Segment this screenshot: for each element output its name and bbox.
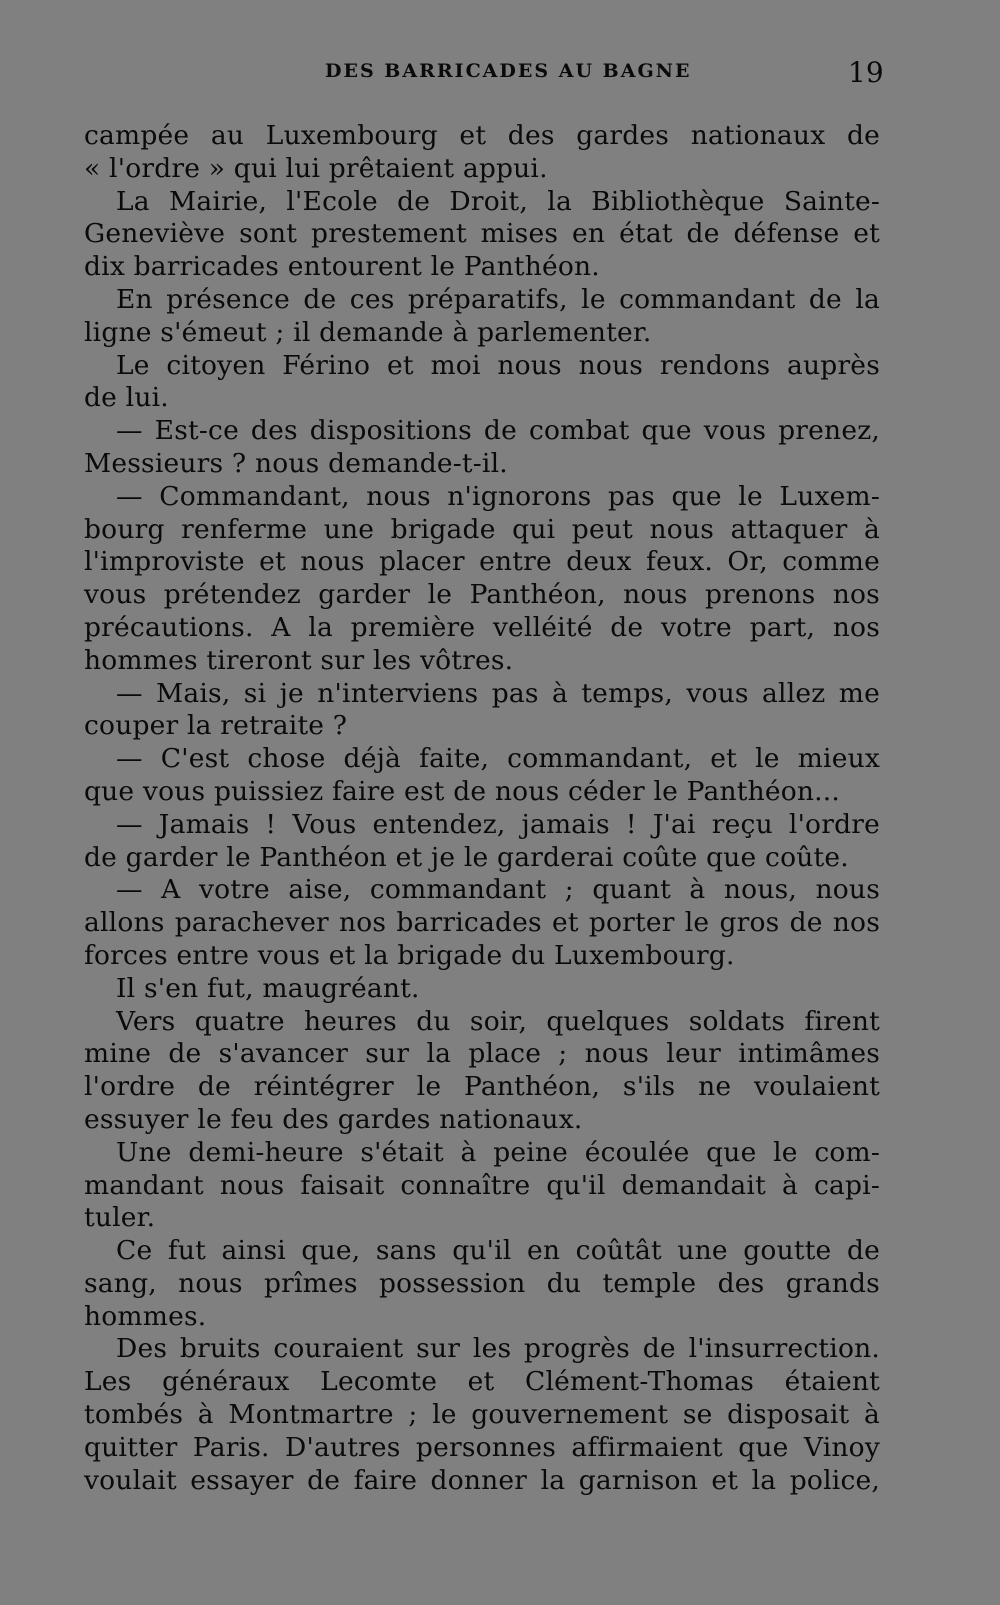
text-line: hommes. — [84, 1300, 207, 1332]
text-line: dix barricades entourent le Panthéon. — [84, 251, 600, 283]
text-line: — Commandant, nous n'ignorons pas que le Luxem- — [116, 480, 880, 512]
text-line: — Mais, si je n'interviens pas à temps, vous allez me — [116, 677, 880, 709]
text-line: Les généraux Lecomte et Clément-Thomas étaient — [84, 1366, 880, 1398]
text-line: essuyer le feu des gardes nationaux. — [84, 1103, 583, 1135]
text-line: sang, nous prîmes possession du temple des grands — [84, 1267, 880, 1299]
text-line: Messieurs ? nous demande-t-il. — [84, 447, 508, 479]
text-line: campée au Luxembourg et des gardes nationaux de — [84, 120, 880, 151]
text-line: précautions. A la première velléité de votre part, nos — [84, 611, 880, 643]
text-line: Il s'en fut, maugréant. — [116, 972, 420, 1004]
text-line: La Mairie, l'Ecole de Droit, la Bibliothèque Sainte- — [116, 185, 880, 217]
text-line: allons parachever nos barricades et porter le gros de nos — [84, 907, 880, 939]
text-line: ligne s'émeut ; il demande à parlementer. — [84, 316, 652, 348]
text-line: — Est-ce des dispositions de combat que vous prenez, — [116, 415, 880, 447]
text-line: « l'ordre » qui lui prêtaient appui. — [84, 152, 548, 184]
text-line: voulait essayer de faire donner la garnison et la police, — [84, 1464, 880, 1496]
text-line: Ce fut ainsi que, sans qu'il en coûtât une goutte de — [116, 1235, 880, 1267]
text-line: de lui. — [84, 382, 169, 414]
page-number: 19 — [848, 56, 884, 89]
text-line: que vous puissiez faire est de nous céder le Panthéon... — [84, 775, 841, 807]
text-line: — A votre aise, commandant ; quant à nous, nous — [116, 874, 880, 906]
text-line: l'ordre de réintégrer le Panthéon, s'ils ne voulaient — [84, 1071, 880, 1103]
text-line: tombés à Montmartre ; le gouvernement se disposait à — [84, 1399, 880, 1431]
text-line: Le citoyen Férino et moi nous nous rendons auprès — [116, 349, 880, 381]
text-line: bourg renferme une brigade qui peut nous attaquer à — [84, 513, 880, 545]
text-line: — Jamais ! Vous entendez, jamais ! J'ai reçu l'ordre — [116, 808, 880, 840]
text-line: hommes tireront sur les vôtres. — [84, 644, 514, 676]
text-line: Geneviève sont prestement mises en état de défense et — [84, 218, 880, 250]
text-line: mine de s'avancer sur la place ; nous leur intimâmes — [84, 1038, 880, 1070]
text-line: mandant nous faisait connaître qu'il demandait à capi- — [84, 1169, 880, 1201]
text-line: de garder le Panthéon et je le garderai coûte que coûte. — [84, 841, 849, 873]
text-line: tuler. — [84, 1202, 156, 1234]
text-line: Des bruits couraient sur les progrès de l'insurrection. — [116, 1333, 880, 1365]
text-line: vous prétendez garder le Panthéon, nous prenons nos — [84, 579, 880, 611]
text-line: — C'est chose déjà faite, commandant, et le mieux — [116, 743, 880, 775]
running-title: DES BARRICADES AU BAGNE — [325, 60, 692, 82]
body-text — [84, 120, 880, 1497]
text-line: Vers quatre heures du soir, quelques soldats firent — [116, 1005, 880, 1037]
text-line: Une demi-heure s'était à peine écoulée que le com- — [116, 1136, 880, 1168]
text-line: l'improviste et nous placer entre deux feux. Or, comme — [84, 546, 880, 578]
text-line: forces entre vous et la brigade du Luxembourg. — [84, 939, 735, 971]
text-line: couper la retraite ? — [84, 710, 348, 742]
text-line: En présence de ces préparatifs, le commandant de la — [116, 283, 880, 315]
text-line: quitter Paris. D'autres personnes affirmaient que Vinoy — [84, 1431, 880, 1463]
